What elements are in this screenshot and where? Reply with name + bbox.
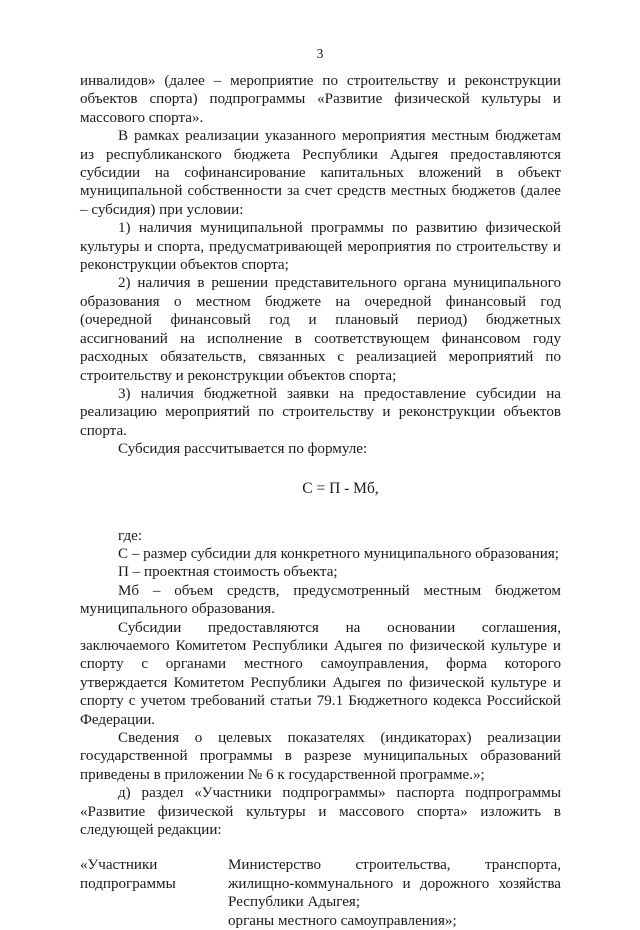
definition-intro: где: — [118, 527, 143, 544]
participants-label: «Участники подпрограммы — [80, 857, 176, 892]
condition-item: 1) наличия муниципальной программы по развитию физической культуры и спорта, предусматривающей мероприятия по строительству и реконструкции объектов спорта; — [80, 220, 561, 274]
paragraph: В рамках реализации указанного мероприятия местным бюджетам из республиканского бюджета Республики Адыгея предоставляются субсидии на софинансирование капитальных вложений в объект муниципальной собственности за счет средств местных бюджетов (далее – субсидия) при условии: — [80, 128, 561, 218]
document-body — [80, 72, 561, 930]
definition-item: С – размер субсидии для конкретного муниципального образования; — [118, 545, 559, 562]
condition-item: 3) наличия бюджетной заявки на предоставление субсидии на реализацию мероприятий по строительству и реконструкции объектов спорта. — [80, 385, 561, 439]
paragraph: Сведения о целевых показателях (индикаторах) реализации государственной программы в разрезе муниципальных образований приведены в приложении № 6 к государственной программе.»; — [80, 730, 561, 783]
paragraph: д) раздел «Участники подпрограммы» паспорта подпрограммы «Развитие физической культуры и массового спорта» изложить в следующей редакции: — [80, 785, 561, 839]
definition-item: Мб – объем средств, предусмотренный местным бюджетом муниципального образования. — [80, 582, 561, 618]
participant-item: органы местного самоуправления»; — [228, 912, 457, 929]
condition-item: 2) наличия в решении представительного органа муниципального образования о местном бюджете на очередной финансовый год (очередной финансовый год и плановый период) бюджетных ассигнований на исполнение в соответствующем финансовом году расходных обязательств, связанных с реализацией мероприятий по строительству и реконструкции объектов спорта; — [80, 275, 561, 384]
paragraph: Субсидия рассчитывается по формуле: — [118, 441, 368, 458]
page-number: 3 — [316, 46, 324, 61]
participants-table — [80, 856, 561, 930]
definition-item: П – проектная стоимость объекта; — [118, 564, 338, 581]
formula: С = П - Мб, — [302, 479, 379, 497]
paragraph: Субсидии предоставляются на основании соглашения, заключаемого Комитетом Республики Адыгея по физической культуре и спорту с органами местного самоуправления, форма которого утверждается Комитетом Республики Адыгея по физической культуре и спорту с учетом требований статьи 79.1 Бюджетного кодекса Российской Федерации. — [80, 619, 561, 728]
paragraph: инвалидов» (далее – мероприятие по строительству и реконструкции объектов спорта) подпрограммы «Развитие физической культуры и массового спорта». — [80, 73, 561, 126]
participant-item: Министерство строительства, транспорта, жилищно-коммунального и дорожного хозяйства Республики Адыгея; — [228, 857, 561, 911]
participants-values — [228, 856, 561, 930]
